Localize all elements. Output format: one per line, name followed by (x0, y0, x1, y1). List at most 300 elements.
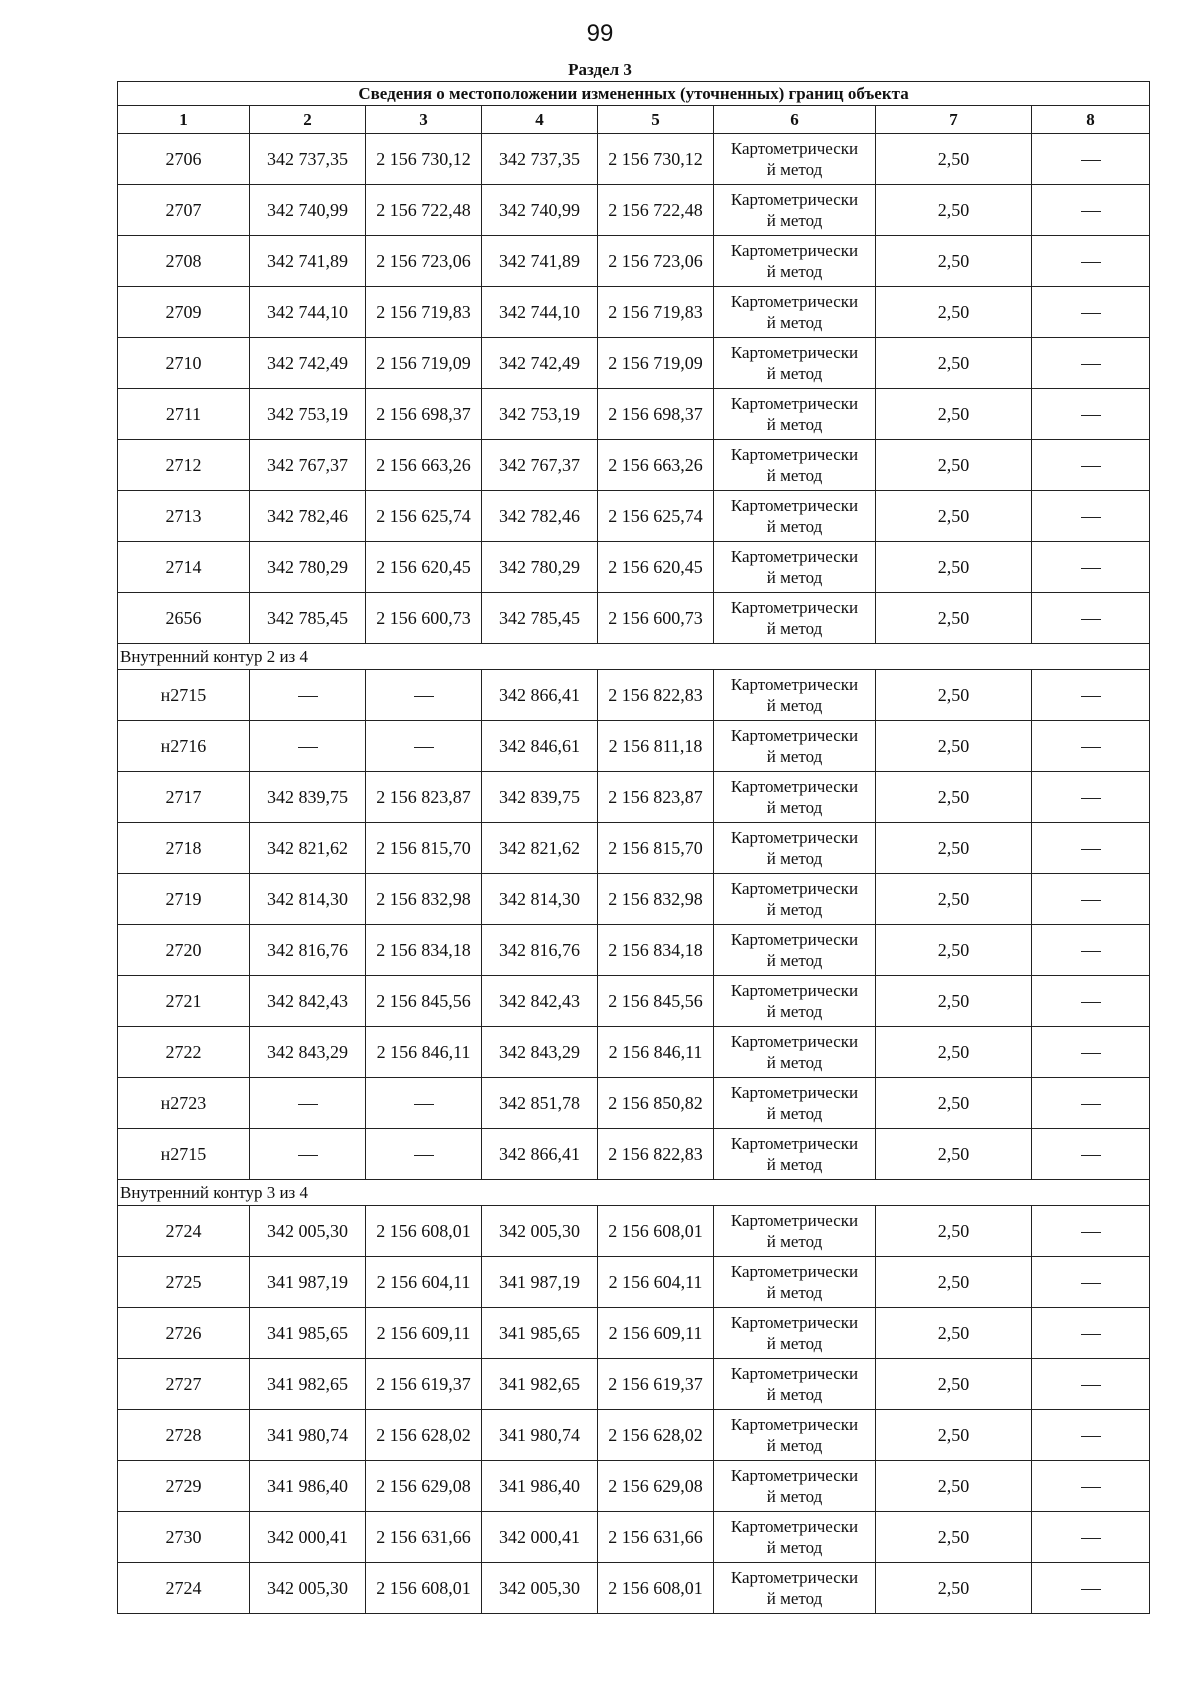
old-x: 342 782,46 (250, 491, 366, 542)
old-y: 2 156 698,37 (366, 389, 482, 440)
new-y: 2 156 619,37 (598, 1359, 714, 1410)
point-number: 2722 (118, 1027, 250, 1078)
old-x: 342 000,41 (250, 1512, 366, 1563)
old-y: 2 156 600,73 (366, 593, 482, 644)
new-y: 2 156 625,74 (598, 491, 714, 542)
description-cell (1032, 874, 1150, 925)
table-row (118, 593, 1150, 644)
description-cell (1032, 134, 1150, 185)
point-number: 2730 (118, 1512, 250, 1563)
precision-cell: 2,50 (876, 925, 1032, 976)
new-x: 342 741,89 (482, 236, 598, 287)
method-line-2: й метод (766, 1232, 823, 1251)
dash-mark (1081, 798, 1101, 799)
dash-mark (1081, 747, 1101, 748)
precision-cell: 2,50 (876, 389, 1032, 440)
new-y: 2 156 609,11 (598, 1308, 714, 1359)
point-number: 2706 (118, 134, 250, 185)
dash-mark (414, 696, 434, 697)
dash-mark (1081, 1385, 1101, 1386)
method-cell (714, 1410, 876, 1461)
description-cell (1032, 338, 1150, 389)
description-cell (1032, 1308, 1150, 1359)
new-y: 2 156 631,66 (598, 1512, 714, 1563)
precision-cell: 2,50 (876, 134, 1032, 185)
method-line-2: й метод (766, 517, 823, 536)
dash-mark (1081, 619, 1101, 620)
point-number: 2712 (118, 440, 250, 491)
table-row (118, 542, 1150, 593)
table-row (118, 1206, 1150, 1257)
column-number: 5 (598, 106, 714, 134)
description-cell (1032, 976, 1150, 1027)
method-line-1: Картометрически (730, 1211, 859, 1230)
old-y: 2 156 719,83 (366, 287, 482, 338)
contour-label: Внутренний контур 3 из 4 (118, 1180, 1150, 1206)
new-x: 341 985,65 (482, 1308, 598, 1359)
dash-mark (1081, 849, 1101, 850)
precision-cell: 2,50 (876, 721, 1032, 772)
new-x: 342 000,41 (482, 1512, 598, 1563)
old-y: 2 156 625,74 (366, 491, 482, 542)
precision-cell: 2,50 (876, 1308, 1032, 1359)
dash-mark (1081, 1283, 1101, 1284)
method-line-2: й метод (766, 313, 823, 332)
method-line-2: й метод (766, 900, 823, 919)
new-y: 2 156 719,09 (598, 338, 714, 389)
method-line-1: Картометрически (730, 139, 859, 158)
precision-cell: 2,50 (876, 1359, 1032, 1410)
new-y: 2 156 822,83 (598, 670, 714, 721)
method-line-2: й метод (766, 696, 823, 715)
column-number: 7 (876, 106, 1032, 134)
precision-cell: 2,50 (876, 491, 1032, 542)
table-row (118, 670, 1150, 721)
dash-mark (1081, 1538, 1101, 1539)
table-row (118, 338, 1150, 389)
point-number: 2717 (118, 772, 250, 823)
table-row (118, 1129, 1150, 1180)
precision-cell: 2,50 (876, 1027, 1032, 1078)
point-number: н2715 (118, 670, 250, 721)
old-x: 342 821,62 (250, 823, 366, 874)
new-y: 2 156 845,56 (598, 976, 714, 1027)
old-x: 342 814,30 (250, 874, 366, 925)
dash-mark (1081, 1334, 1101, 1335)
description-cell (1032, 185, 1150, 236)
description-cell (1032, 1129, 1150, 1180)
old-y: 2 156 629,08 (366, 1461, 482, 1512)
description-cell (1032, 772, 1150, 823)
new-y: 2 156 628,02 (598, 1410, 714, 1461)
description-cell (1032, 287, 1150, 338)
new-x: 342 842,43 (482, 976, 598, 1027)
table-row (118, 823, 1150, 874)
method-line-2: й метод (766, 1334, 823, 1353)
method-line-1: Картометрически (730, 292, 859, 311)
method-line-2: й метод (766, 849, 823, 868)
old-x: 342 740,99 (250, 185, 366, 236)
method-line-1: Картометрически (730, 1032, 859, 1051)
table-row (118, 874, 1150, 925)
precision-cell: 2,50 (876, 1257, 1032, 1308)
table-row (118, 721, 1150, 772)
method-line-1: Картометрически (730, 1568, 859, 1587)
old-y: 2 156 845,56 (366, 976, 482, 1027)
old-y: 2 156 604,11 (366, 1257, 482, 1308)
precision-cell: 2,50 (876, 1129, 1032, 1180)
precision-cell: 2,50 (876, 772, 1032, 823)
precision-cell: 2,50 (876, 287, 1032, 338)
method-cell (714, 287, 876, 338)
description-cell (1032, 1206, 1150, 1257)
method-cell (714, 593, 876, 644)
old-y: 2 156 834,18 (366, 925, 482, 976)
new-y: 2 156 823,87 (598, 772, 714, 823)
point-number: 2711 (118, 389, 250, 440)
precision-cell: 2,50 (876, 670, 1032, 721)
method-line-1: Картометрически (730, 598, 859, 617)
method-line-1: Картометрически (730, 879, 859, 898)
old-y: 2 156 609,11 (366, 1308, 482, 1359)
method-line-1: Картометрически (730, 343, 859, 362)
old-x: 342 005,30 (250, 1563, 366, 1614)
point-number: 2724 (118, 1206, 250, 1257)
table-row (118, 976, 1150, 1027)
table-row (118, 1461, 1150, 1512)
method-line-2: й метод (766, 619, 823, 638)
dash-mark (1081, 951, 1101, 952)
new-x: 342 851,78 (482, 1078, 598, 1129)
precision-cell: 2,50 (876, 593, 1032, 644)
contour-label: Внутренний контур 2 из 4 (118, 644, 1150, 670)
dash-mark (1081, 1155, 1101, 1156)
new-y: 2 156 811,18 (598, 721, 714, 772)
new-y: 2 156 608,01 (598, 1206, 714, 1257)
method-cell (714, 1512, 876, 1563)
method-line-2: й метод (766, 1436, 823, 1455)
dash-mark (1081, 568, 1101, 569)
method-line-2: й метод (766, 1155, 823, 1174)
precision-cell: 2,50 (876, 1078, 1032, 1129)
method-cell (714, 338, 876, 389)
method-line-2: й метод (766, 1538, 823, 1557)
method-cell (714, 542, 876, 593)
column-number: 4 (482, 106, 598, 134)
new-y: 2 156 815,70 (598, 823, 714, 874)
point-number: 2729 (118, 1461, 250, 1512)
old-x: 342 843,29 (250, 1027, 366, 1078)
table-row (118, 491, 1150, 542)
dash-mark (414, 1155, 434, 1156)
method-cell (714, 670, 876, 721)
section-title: Раздел 3 (568, 60, 632, 79)
column-number: 6 (714, 106, 876, 134)
column-number-row (118, 106, 1150, 134)
old-y: 2 156 608,01 (366, 1563, 482, 1614)
method-line-2: й метод (766, 951, 823, 970)
method-line-1: Картометрически (730, 394, 859, 413)
method-line-2: й метод (766, 1283, 823, 1302)
method-line-1: Картометрически (730, 1134, 859, 1153)
old-x: 342 005,30 (250, 1206, 366, 1257)
table-row (118, 134, 1150, 185)
old-y: 2 156 663,26 (366, 440, 482, 491)
method-line-2: й метод (766, 1487, 823, 1506)
description-cell (1032, 593, 1150, 644)
description-cell (1032, 721, 1150, 772)
old-y (366, 670, 482, 721)
precision-cell: 2,50 (876, 440, 1032, 491)
method-cell (714, 389, 876, 440)
method-line-2: й метод (766, 798, 823, 817)
method-line-2: й метод (766, 1053, 823, 1072)
old-y: 2 156 619,37 (366, 1359, 482, 1410)
point-number: н2723 (118, 1078, 250, 1129)
method-line-1: Картометрически (730, 190, 859, 209)
method-cell (714, 976, 876, 1027)
new-y: 2 156 629,08 (598, 1461, 714, 1512)
table-row (118, 925, 1150, 976)
description-cell (1032, 925, 1150, 976)
method-cell (714, 721, 876, 772)
method-line-1: Картометрически (730, 1517, 859, 1536)
table-row (118, 1563, 1150, 1614)
new-y: 2 156 730,12 (598, 134, 714, 185)
method-cell (714, 491, 876, 542)
point-number: 2656 (118, 593, 250, 644)
old-x: 341 982,65 (250, 1359, 366, 1410)
precision-cell: 2,50 (876, 338, 1032, 389)
old-y: 2 156 620,45 (366, 542, 482, 593)
new-x: 342 866,41 (482, 670, 598, 721)
precision-cell: 2,50 (876, 1461, 1032, 1512)
old-y: 2 156 608,01 (366, 1206, 482, 1257)
dash-mark (1081, 517, 1101, 518)
method-line-2: й метод (766, 568, 823, 587)
point-number: 2710 (118, 338, 250, 389)
precision-cell: 2,50 (876, 1563, 1032, 1614)
method-line-1: Картометрически (730, 1415, 859, 1434)
method-line-1: Картометрически (730, 1466, 859, 1485)
precision-cell: 2,50 (876, 185, 1032, 236)
new-x: 342 753,19 (482, 389, 598, 440)
new-x: 341 982,65 (482, 1359, 598, 1410)
dash-mark (1081, 1436, 1101, 1437)
column-number: 1 (118, 106, 250, 134)
description-cell (1032, 1027, 1150, 1078)
method-cell (714, 772, 876, 823)
new-y: 2 156 846,11 (598, 1027, 714, 1078)
new-x: 342 821,62 (482, 823, 598, 874)
point-number: 2714 (118, 542, 250, 593)
description-cell (1032, 1078, 1150, 1129)
old-y: 2 156 631,66 (366, 1512, 482, 1563)
old-x: 341 986,40 (250, 1461, 366, 1512)
method-cell (714, 1257, 876, 1308)
column-number: 2 (250, 106, 366, 134)
method-line-1: Картометрически (730, 547, 859, 566)
old-x: 341 980,74 (250, 1410, 366, 1461)
column-number: 8 (1032, 106, 1150, 134)
old-x: 341 987,19 (250, 1257, 366, 1308)
description-cell (1032, 1257, 1150, 1308)
page-number: 99 (586, 20, 614, 47)
new-x: 341 987,19 (482, 1257, 598, 1308)
old-y (366, 721, 482, 772)
point-number: 2718 (118, 823, 250, 874)
point-number: 2713 (118, 491, 250, 542)
new-x: 342 839,75 (482, 772, 598, 823)
new-x: 342 005,30 (482, 1206, 598, 1257)
dash-mark (1081, 696, 1101, 697)
contour-label-row (118, 644, 1150, 670)
method-line-1: Картометрически (730, 828, 859, 847)
dash-mark (1081, 262, 1101, 263)
dash-mark (1081, 364, 1101, 365)
dash-mark (414, 747, 434, 748)
description-cell (1032, 236, 1150, 287)
method-cell (714, 1078, 876, 1129)
new-x: 342 866,41 (482, 1129, 598, 1180)
point-number: 2728 (118, 1410, 250, 1461)
new-y: 2 156 719,83 (598, 287, 714, 338)
table-caption: Сведения о местоположении измененных (уточненных) границ объекта (118, 82, 1150, 106)
table-row (118, 1078, 1150, 1129)
table-row (118, 772, 1150, 823)
dash-mark (1081, 313, 1101, 314)
old-x: 341 985,65 (250, 1308, 366, 1359)
method-line-2: й метод (766, 747, 823, 766)
new-y: 2 156 723,06 (598, 236, 714, 287)
old-x (250, 1078, 366, 1129)
table-row (118, 287, 1150, 338)
method-line-1: Картометрически (730, 981, 859, 1000)
table-row (118, 1359, 1150, 1410)
method-line-2: й метод (766, 1589, 823, 1608)
table-row (118, 236, 1150, 287)
table-row (118, 389, 1150, 440)
old-x: 342 737,35 (250, 134, 366, 185)
method-line-1: Картометрически (730, 1313, 859, 1332)
point-number: 2708 (118, 236, 250, 287)
method-cell (714, 440, 876, 491)
old-y: 2 156 846,11 (366, 1027, 482, 1078)
point-number: 2726 (118, 1308, 250, 1359)
dash-mark (1081, 1232, 1101, 1233)
point-number: н2715 (118, 1129, 250, 1180)
description-cell (1032, 389, 1150, 440)
method-cell (714, 874, 876, 925)
new-y: 2 156 834,18 (598, 925, 714, 976)
description-cell (1032, 670, 1150, 721)
method-cell (714, 1027, 876, 1078)
new-x: 342 737,35 (482, 134, 598, 185)
old-x: 342 742,49 (250, 338, 366, 389)
method-line-1: Картометрически (730, 1083, 859, 1102)
new-x: 342 814,30 (482, 874, 598, 925)
method-cell (714, 925, 876, 976)
dash-mark (298, 1155, 318, 1156)
method-cell (714, 1563, 876, 1614)
old-x: 342 842,43 (250, 976, 366, 1027)
new-y: 2 156 663,26 (598, 440, 714, 491)
description-cell (1032, 1563, 1150, 1614)
old-y: 2 156 730,12 (366, 134, 482, 185)
table-row (118, 440, 1150, 491)
method-cell (714, 134, 876, 185)
dash-mark (1081, 1487, 1101, 1488)
method-cell (714, 1129, 876, 1180)
old-x: 342 839,75 (250, 772, 366, 823)
dash-mark (1081, 160, 1101, 161)
method-cell (714, 1359, 876, 1410)
table-row (118, 185, 1150, 236)
description-cell (1032, 1359, 1150, 1410)
point-number: 2727 (118, 1359, 250, 1410)
new-x: 342 846,61 (482, 721, 598, 772)
table-row (118, 1410, 1150, 1461)
new-x: 342 742,49 (482, 338, 598, 389)
dash-mark (1081, 900, 1101, 901)
point-number: н2716 (118, 721, 250, 772)
method-line-2: й метод (766, 466, 823, 485)
old-y (366, 1129, 482, 1180)
dash-mark (1081, 1104, 1101, 1105)
new-y: 2 156 698,37 (598, 389, 714, 440)
old-y: 2 156 823,87 (366, 772, 482, 823)
old-y: 2 156 719,09 (366, 338, 482, 389)
method-cell (714, 185, 876, 236)
method-line-1: Картометрически (730, 777, 859, 796)
description-cell (1032, 491, 1150, 542)
new-x: 342 767,37 (482, 440, 598, 491)
old-x (250, 1129, 366, 1180)
new-x: 342 744,10 (482, 287, 598, 338)
new-x: 341 986,40 (482, 1461, 598, 1512)
new-x: 342 005,30 (482, 1563, 598, 1614)
new-x: 342 740,99 (482, 185, 598, 236)
new-y: 2 156 608,01 (598, 1563, 714, 1614)
description-cell (1032, 1461, 1150, 1512)
old-y: 2 156 722,48 (366, 185, 482, 236)
new-y: 2 156 620,45 (598, 542, 714, 593)
table-row (118, 1308, 1150, 1359)
method-line-2: й метод (766, 415, 823, 434)
table-row (118, 1257, 1150, 1308)
method-line-2: й метод (766, 1385, 823, 1404)
description-cell (1032, 823, 1150, 874)
new-y: 2 156 600,73 (598, 593, 714, 644)
method-line-1: Картометрически (730, 445, 859, 464)
old-y: 2 156 832,98 (366, 874, 482, 925)
method-cell (714, 1206, 876, 1257)
method-line-2: й метод (766, 211, 823, 230)
method-line-1: Картометрически (730, 726, 859, 745)
dash-mark (1081, 466, 1101, 467)
old-x (250, 721, 366, 772)
old-y: 2 156 628,02 (366, 1410, 482, 1461)
method-line-1: Картометрически (730, 241, 859, 260)
old-y (366, 1078, 482, 1129)
old-x: 342 785,45 (250, 593, 366, 644)
point-number: 2709 (118, 287, 250, 338)
precision-cell: 2,50 (876, 1206, 1032, 1257)
method-line-1: Картометрически (730, 1364, 859, 1383)
description-cell (1032, 440, 1150, 491)
new-y: 2 156 604,11 (598, 1257, 714, 1308)
point-number: 2724 (118, 1563, 250, 1614)
